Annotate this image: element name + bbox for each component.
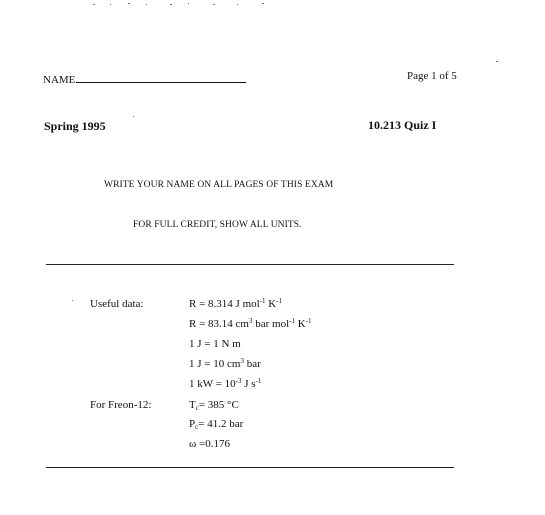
r-bar-base: R = 83.14 cm — [189, 318, 249, 330]
r-bar-mol: bar mol — [252, 318, 290, 330]
tc-subscript: c — [195, 404, 199, 412]
kilowatt-conversion — [189, 378, 261, 390]
name-blank-line[interactable] — [76, 72, 246, 83]
page-indicator: Page 1 of 5 — [407, 70, 457, 82]
course-quiz-title: 10.213 Quiz I — [368, 118, 437, 132]
r-joule-base: R = 8.314 J mol — [189, 298, 260, 310]
critical-pressure — [189, 418, 243, 430]
r-bar-exp-mol: -1 — [289, 317, 295, 325]
name-field[interactable] — [43, 72, 246, 86]
tc-symbol: T — [189, 399, 196, 411]
r-joule-exp-k: -1 — [276, 297, 283, 305]
r-joule-exp-mol: -1 — [259, 297, 266, 305]
j-cm3-base: 1 J = 10 cm — [189, 358, 241, 370]
tc-value: = 385 °C — [198, 399, 239, 411]
pc-value: = 41.2 bar — [198, 418, 244, 430]
instruction-name-pages: WRITE YOUR NAME ON ALL PAGES OF THIS EXAM — [104, 180, 334, 190]
joule-newton-meter: 1 J = 1 N m — [189, 338, 241, 350]
divider-top — [46, 264, 454, 265]
acentric-factor: ω =0.176 — [189, 438, 230, 450]
exam-term: Spring 1995 — [44, 119, 106, 133]
r-bar-kelvin: K — [295, 318, 306, 330]
kw-js: J s — [241, 378, 256, 390]
pc-subscript: c — [195, 423, 199, 431]
r-bar-exp-k: -1 — [305, 317, 312, 325]
pc-symbol: P — [189, 418, 196, 430]
joule-cm3-bar — [189, 358, 261, 370]
j-cm3-bar: bar — [243, 358, 261, 370]
name-label: NAME — [43, 74, 76, 86]
useful-data-label: Useful data: — [90, 298, 144, 310]
gas-constant-joule — [189, 298, 282, 310]
kw-exp: -3 — [235, 377, 242, 385]
divider-bottom — [46, 467, 454, 468]
r-joule-kelvin: K — [265, 298, 277, 310]
j-cm3-exp: 3 — [240, 357, 244, 365]
kw-exp-s: -1 — [255, 377, 262, 385]
r-bar-exp-cm: 3 — [248, 317, 253, 325]
freon-label: For Freon-12: — [90, 399, 152, 411]
instruction-show-units: FOR FULL CREDIT, SHOW ALL UNITS. — [133, 220, 302, 230]
gas-constant-bar — [189, 318, 312, 330]
kw-base: 1 kW = 10 — [189, 378, 236, 390]
critical-temperature — [189, 399, 239, 411]
